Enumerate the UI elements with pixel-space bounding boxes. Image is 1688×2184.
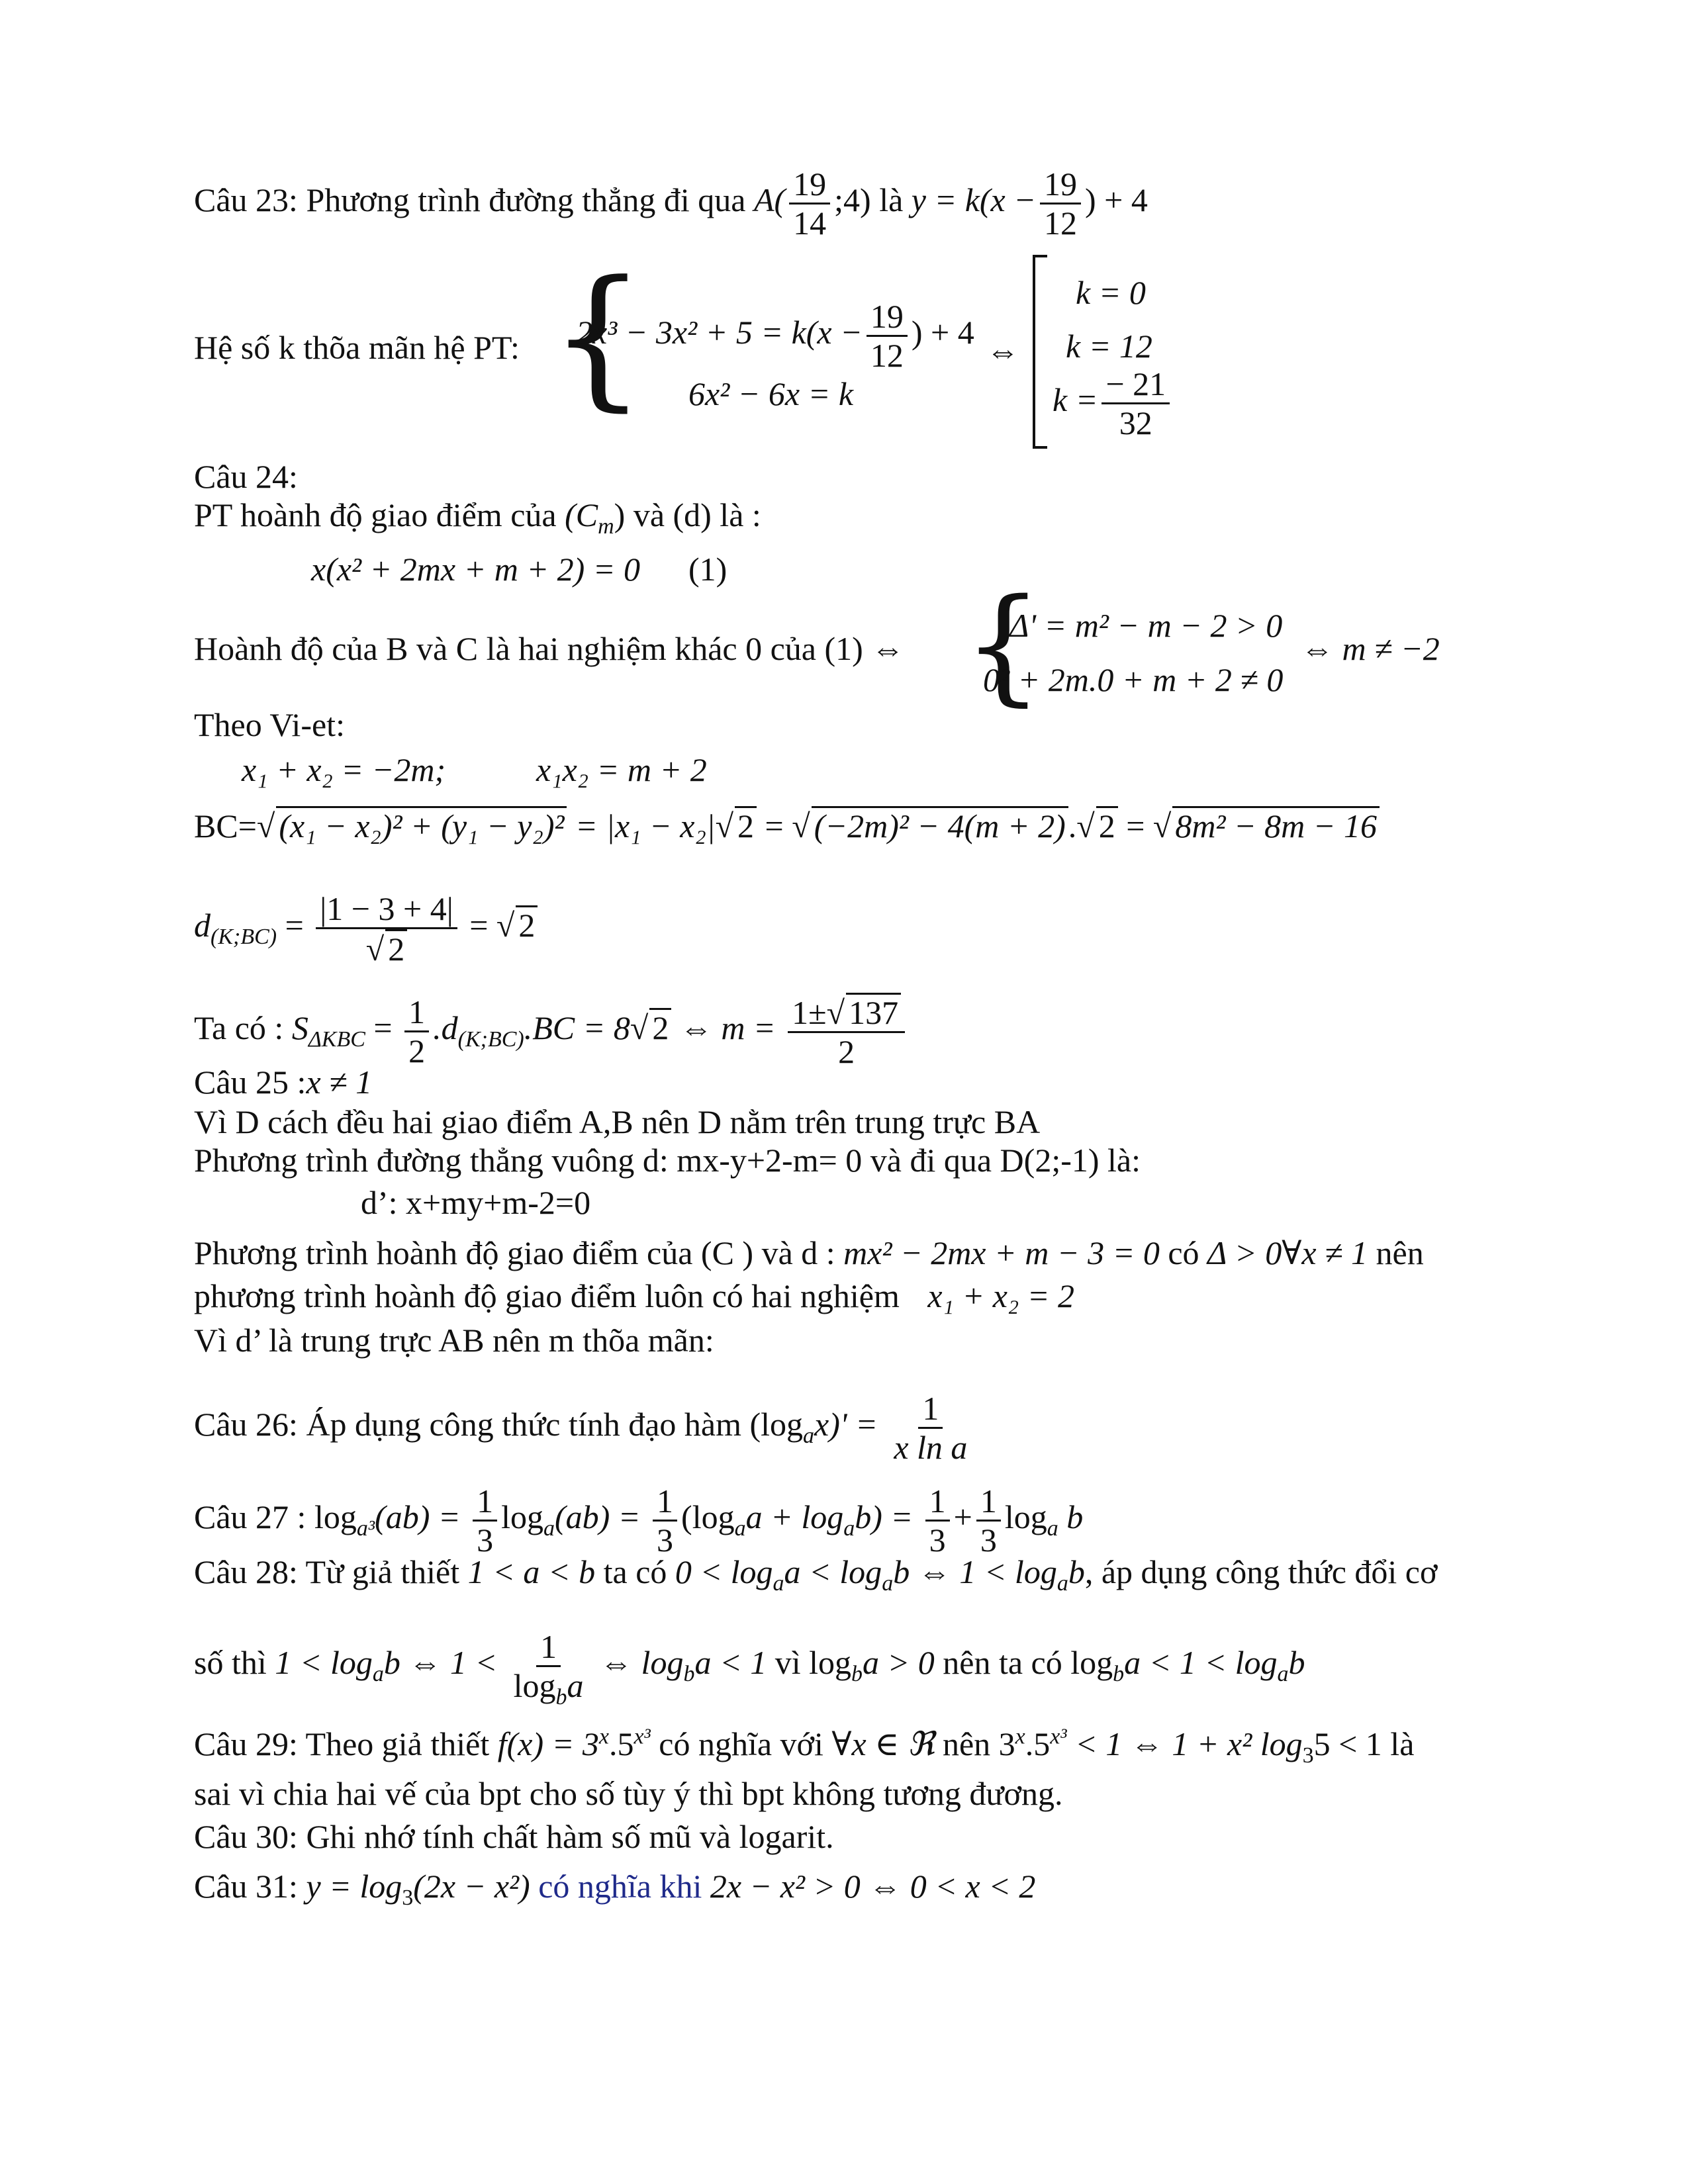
q23-sys-eq1 bbox=[576, 298, 974, 374]
q24-s-sub: ΔKBC bbox=[308, 1026, 365, 1052]
q29-f-exp1: x bbox=[598, 1724, 609, 1749]
q25-line4-c: Δ > 0∀x ≠ 1 bbox=[1207, 1234, 1368, 1271]
q31-t1: có nghĩa khi bbox=[538, 1868, 702, 1905]
q28-t5: vì bbox=[774, 1643, 801, 1681]
q29-t3: nên bbox=[942, 1725, 991, 1762]
q29-f-mid: .5 bbox=[608, 1725, 634, 1762]
q24-bc-sqrt5: √ 8m² − 8m − 16 bbox=[1153, 807, 1380, 844]
q27-arg: (ab) = bbox=[375, 1498, 461, 1535]
q23-frac-num: 19 bbox=[789, 165, 830, 205]
q27-end-arg: b bbox=[1066, 1498, 1084, 1535]
q28-e4: ⇔ log bbox=[600, 1643, 684, 1681]
q31-line bbox=[194, 1866, 1036, 1910]
q23-sol2: k = 12 bbox=[1066, 328, 1152, 365]
q25-line1: Vì D cách đều hai giao điểm A,B nên D nằm trên trung trực BA bbox=[194, 1103, 1041, 1140]
q29-line2: sai vì chia hai vế của bpt cho số tùy ý thì bpt không tương đương. bbox=[194, 1775, 1063, 1812]
q23-point-suffix: ;4) bbox=[834, 181, 871, 218]
q24-bc-dot: . bbox=[1068, 807, 1077, 844]
q23-sol3-fraction bbox=[1102, 365, 1170, 441]
q24-bc-sqrt4: √ 2 bbox=[1076, 807, 1117, 844]
q25-cond: x ≠ 1 bbox=[306, 1064, 373, 1101]
q28-f-den-log: log bbox=[513, 1667, 556, 1704]
q23-sys-den: 12 bbox=[870, 337, 904, 374]
q27-mid1-arg: (ab) = bbox=[555, 1498, 641, 1535]
q28-e2b: a < log bbox=[784, 1553, 882, 1590]
q29-e2-tail: 5 < 1 bbox=[1313, 1725, 1382, 1762]
q29-f-exp2: x³ bbox=[633, 1724, 651, 1749]
q28-e1: 1 < a < b bbox=[467, 1553, 596, 1590]
q24-s-label: S bbox=[291, 1009, 308, 1046]
q28-line2 bbox=[194, 1628, 1305, 1709]
q28-t4: số thì bbox=[194, 1643, 267, 1681]
q23-sol3 bbox=[1053, 365, 1174, 441]
q27-f2-num: 1 bbox=[653, 1482, 677, 1522]
q24-line1 bbox=[194, 495, 761, 539]
q29-label: Câu 29: bbox=[194, 1725, 298, 1762]
q23-bracket bbox=[1033, 255, 1047, 449]
q29-e2-sub: 3 bbox=[1302, 1743, 1314, 1768]
q25-line4-a: Phương trình hoành độ giao điểm của (C ) và d : bbox=[194, 1234, 835, 1271]
q23-text1: Phương trình đường thẳng đi qua bbox=[306, 181, 746, 218]
q24-d-fraction bbox=[316, 890, 457, 968]
q27-f4-num: 1 bbox=[976, 1482, 1001, 1522]
q24-brace: { bbox=[963, 572, 1043, 718]
q24-distance: $d_{(K;BC)}$ = $\frac{|1 - 3 + 4|}{√ 2}$ = √ 2 bbox=[194, 890, 538, 968]
q24-d-res: 2 bbox=[516, 905, 538, 943]
q28-e4-sub: b bbox=[683, 1661, 695, 1686]
q26-fraction bbox=[890, 1390, 971, 1466]
q29-e1: ∀x ∈ ℜ bbox=[831, 1725, 935, 1762]
q29-e2-mid: .5 bbox=[1025, 1725, 1051, 1762]
q27-mid2-sub: a bbox=[734, 1516, 746, 1541]
q28-t6: nên ta có bbox=[943, 1643, 1062, 1681]
q24-s-fraction bbox=[404, 993, 429, 1069]
q28-e2-sub: a bbox=[773, 1571, 784, 1596]
q23-text2: là bbox=[879, 181, 904, 218]
q27-f1 bbox=[473, 1482, 497, 1559]
q28-e5-sub: b bbox=[851, 1661, 863, 1686]
q24-s-eq: ⇔ m = bbox=[679, 1009, 776, 1046]
q31-label: Câu 31: bbox=[194, 1868, 298, 1905]
q28-f-num: 1 bbox=[536, 1628, 561, 1667]
q23-sol3-num: − 21 bbox=[1102, 365, 1170, 404]
q23-eq-num: 19 bbox=[1040, 165, 1081, 205]
q24-d-label: d bbox=[194, 906, 211, 944]
q29-t1: Theo giả thiết bbox=[305, 1725, 490, 1762]
q29-e2-exp1: x bbox=[1015, 1724, 1025, 1749]
q26-lhs-end: x)' = bbox=[814, 1405, 878, 1443]
q25-line5-a: phương trình hoành độ giao điểm luôn có hai nghiệm bbox=[194, 1277, 900, 1314]
q30-line bbox=[194, 1817, 834, 1856]
q26-num: 1 bbox=[918, 1390, 943, 1429]
q24-curve-sub: m bbox=[598, 514, 614, 539]
q27-label: Câu 27 : bbox=[194, 1498, 306, 1535]
q24-bc-eq: = bbox=[765, 807, 784, 844]
q25-line6: Vì d’ là trung trực AB nên m thõa mãn: bbox=[194, 1322, 714, 1359]
q24-m-num: 1±√ 137 bbox=[788, 993, 905, 1033]
q24-s-mid: .d bbox=[433, 1009, 458, 1046]
q24-bc-sqrt2: √ 2 bbox=[716, 807, 757, 844]
q25-line5-eq: x₁ + x₂ = 2 bbox=[927, 1277, 1075, 1314]
q27-mid1-sub: a bbox=[543, 1516, 555, 1541]
q23-label: Câu 23: bbox=[194, 181, 298, 218]
q26-den: x ln a bbox=[894, 1429, 968, 1466]
q27-f3-den: 3 bbox=[929, 1522, 946, 1559]
q29-e2-end: < 1 ⇔ 1 + x² log bbox=[1075, 1725, 1303, 1762]
q24-bc-r5: 8m² − 8m − 16 bbox=[1172, 806, 1380, 844]
q24-taco: Ta có : bbox=[194, 1009, 284, 1046]
q25-label: Câu 25 : bbox=[194, 1064, 306, 1101]
q24-label: Câu 24: bbox=[194, 458, 298, 495]
q27-mid2-sub2: a bbox=[843, 1516, 855, 1541]
q26-lhs: (log bbox=[749, 1405, 804, 1443]
q28-e2-sub2: a bbox=[882, 1571, 894, 1596]
q29-line1 bbox=[194, 1724, 1415, 1768]
q24-curve: (C bbox=[565, 496, 598, 533]
q27-mid2: (log bbox=[681, 1498, 735, 1535]
q27-sub: a³ bbox=[356, 1516, 375, 1541]
q26-label: Câu 26: bbox=[194, 1405, 298, 1443]
q31-e1: y = log bbox=[306, 1868, 402, 1905]
q24-s-bc: .BC = 8 bbox=[524, 1009, 630, 1046]
q24-d-den: √ 2 bbox=[362, 929, 411, 968]
q29-e2-exp2: x³ bbox=[1050, 1724, 1067, 1749]
q28-f-den bbox=[510, 1667, 588, 1709]
q28-e3b: b ⇔ 1 < bbox=[383, 1643, 498, 1681]
q28-e5b: a > 0 bbox=[863, 1643, 935, 1681]
q28-fraction bbox=[510, 1628, 588, 1709]
q28-e2-sub3: a bbox=[1056, 1571, 1068, 1596]
q28-f-den-end: a bbox=[567, 1667, 584, 1704]
q24-cond2: 0² + 2m.0 + m + 2 ≠ 0 bbox=[983, 661, 1284, 698]
q28-line1 bbox=[194, 1552, 1438, 1596]
q27-f1-den: 3 bbox=[477, 1522, 494, 1559]
q23-left-brace: { bbox=[549, 249, 647, 426]
q28-e3-sub: a bbox=[372, 1661, 384, 1686]
q24-curve-close: ) bbox=[614, 496, 626, 533]
q23-sys-num: 19 bbox=[867, 298, 908, 337]
q25-head bbox=[194, 1062, 372, 1102]
q24-cond-result: ⇔ m ≠ −2 bbox=[1301, 630, 1440, 667]
q24-vieta-prod: x₁x₂ = m + 2 bbox=[536, 751, 707, 788]
q31-e1-sub: 3 bbox=[402, 1886, 414, 1910]
q26-lhs-sub: a bbox=[803, 1423, 815, 1448]
q27-f2 bbox=[653, 1482, 677, 1559]
q24-line1-end: và (d) là : bbox=[633, 496, 761, 533]
q29-t4: là bbox=[1390, 1725, 1415, 1762]
q24-line2: Hoành độ của B và C là hai nghiệm khác 0 của (1) ⇔ bbox=[194, 630, 905, 667]
q28-t2: ta có bbox=[603, 1553, 667, 1590]
q24-bc-label: BC= bbox=[194, 807, 257, 844]
q28-e2: 0 < log bbox=[675, 1553, 773, 1590]
q23-sol3-left: k = bbox=[1053, 381, 1098, 418]
q28-f-den-sub: b bbox=[555, 1685, 567, 1709]
q23-sol1: k = 0 bbox=[1076, 274, 1146, 311]
q23-point-fraction bbox=[789, 165, 830, 242]
q28-t1: Từ giả thiết bbox=[305, 1553, 460, 1590]
q24-s-den: 2 bbox=[408, 1032, 426, 1069]
q25-line4-eq: mx² − 2mx + m − 3 = 0 bbox=[843, 1234, 1160, 1271]
q24-bc-sqrt3: √ (−2m)² − 4(m + 2) bbox=[792, 807, 1068, 844]
q23-eq-den: 12 bbox=[1044, 205, 1077, 242]
q24-s-num: 1 bbox=[404, 993, 429, 1032]
q24-vieta: Theo Vi-et: bbox=[194, 706, 345, 743]
q23-sys-label: Hệ số k thõa mãn hệ PT: bbox=[194, 329, 520, 366]
q27-mid2-end: b) = bbox=[855, 1498, 914, 1535]
q23-equiv: ⇔ bbox=[986, 332, 1019, 369]
q23-sys-eq2: 6x² − 6x = k bbox=[688, 375, 854, 412]
q23-eq-right: ) + 4 bbox=[1085, 181, 1148, 218]
q25-line4-d: nên bbox=[1376, 1234, 1424, 1271]
q30-label: Câu 30: bbox=[194, 1818, 298, 1855]
q28-e6b: a < 1 < log bbox=[1124, 1643, 1278, 1681]
q24-bc-mid: = |x₁ − x₂| bbox=[575, 807, 716, 844]
q28-t3: , áp dụng công thức đổi cơ bbox=[1084, 1553, 1438, 1590]
q27-end: log bbox=[1004, 1498, 1047, 1535]
q27-plus: + bbox=[953, 1498, 972, 1535]
q27-mid2-arg: a + log bbox=[745, 1498, 844, 1535]
q24-m-num-root: 137 bbox=[846, 993, 901, 1030]
q28-e6: log bbox=[1070, 1643, 1113, 1681]
q27-f1-num: 1 bbox=[473, 1482, 497, 1522]
q27-f4-den: 3 bbox=[980, 1522, 997, 1559]
q27-end-sub: a bbox=[1047, 1516, 1058, 1541]
q28-e2d: b bbox=[1068, 1553, 1085, 1590]
q29-e2: 3 bbox=[998, 1725, 1015, 1762]
q24-s-mid-sub: (K;BC) bbox=[457, 1026, 524, 1052]
q28-e5: log bbox=[809, 1643, 852, 1681]
q24-s-r: 2 bbox=[649, 1008, 671, 1046]
q28-label: Câu 28: bbox=[194, 1553, 298, 1590]
q24-line1-text: PT hoành độ giao điểm của bbox=[194, 496, 557, 533]
q24-m-num-left: 1± bbox=[792, 994, 827, 1031]
q23-eq-left: y = k(x − bbox=[911, 181, 1036, 218]
q28-e2c: b ⇔ 1 < log bbox=[893, 1553, 1057, 1590]
q25-line2: Phương trình đường thẳng vuông d: mx-y+2-m= 0 và đi qua D(2;-1) là: bbox=[194, 1142, 1141, 1179]
q24-bc-r4: 2 bbox=[1096, 806, 1118, 844]
q29-f: f(x) = 3 bbox=[497, 1725, 599, 1762]
q23-sys-eq1-left: 2x³ − 3x² + 5 = k(x − bbox=[576, 313, 863, 351]
q24-eq1-tag: (1) bbox=[688, 551, 727, 588]
q27-line bbox=[194, 1482, 1083, 1559]
q23-sol3-den: 32 bbox=[1119, 404, 1152, 441]
q31-e1-arg: (2x − x²) bbox=[413, 1868, 530, 1905]
q23-frac-den: 14 bbox=[793, 205, 827, 242]
q23-line bbox=[194, 165, 1148, 242]
q24-bc-r1: (x₁ − x₂)² + (y₁ − y₂)² bbox=[276, 806, 567, 844]
q23-point-prefix: A( bbox=[753, 181, 786, 218]
q24-bc-r2: 2 bbox=[735, 806, 757, 844]
q25-line4-b: có bbox=[1168, 1234, 1199, 1271]
q25-line4 bbox=[194, 1233, 1424, 1273]
q26-text: Áp dụng công thức tính đạo hàm bbox=[306, 1405, 741, 1443]
q28-e6-sub2: a bbox=[1277, 1661, 1289, 1686]
q24-d-den-root: 2 bbox=[385, 929, 407, 967]
q28-e6c: b bbox=[1288, 1643, 1305, 1681]
q24-bc-eq2: = bbox=[1126, 807, 1145, 844]
q23-sys-eq1-right: ) + 4 bbox=[911, 313, 974, 351]
q28-e6-sub: b bbox=[1113, 1661, 1125, 1686]
q23-eq-fraction bbox=[1040, 165, 1081, 242]
q24-vieta-sum: x₁ + x₂ = −2m; bbox=[242, 751, 446, 788]
q24-m-fraction bbox=[788, 993, 905, 1070]
q28-e4b: a < 1 bbox=[694, 1643, 767, 1681]
q28-e3: 1 < log bbox=[275, 1643, 373, 1681]
q31-e2: 2x − x² > 0 ⇔ 0 < x < 2 bbox=[710, 1868, 1036, 1905]
q27-log: log bbox=[314, 1498, 357, 1535]
q30-text: Ghi nhớ tính chất hàm số mũ và logarit. bbox=[306, 1818, 834, 1855]
q24-bc-sqrt1: √ (x₁ − x₂)² + (y₁ − y₂)² bbox=[257, 807, 567, 844]
q27-f2-den: 3 bbox=[657, 1522, 674, 1559]
q24-bc-line bbox=[194, 806, 1380, 846]
q27-f3-num: 1 bbox=[925, 1482, 950, 1522]
q25-line3: d’: x+my+m-2=0 bbox=[361, 1184, 591, 1221]
q29-t2: có nghĩa với bbox=[659, 1725, 823, 1762]
q27-f4 bbox=[976, 1482, 1001, 1559]
q26-line bbox=[194, 1390, 975, 1466]
q27-mid1: log bbox=[501, 1498, 543, 1535]
q24-m-den: 2 bbox=[838, 1033, 855, 1070]
q24-eq1: x(x² + 2mx + m + 2) = 0 bbox=[311, 551, 641, 588]
q25-line5 bbox=[194, 1276, 1074, 1316]
q24-d-sub: (K;BC) bbox=[211, 924, 277, 949]
q24-cond1: Δ' = m² − m − 2 > 0 bbox=[1009, 607, 1283, 644]
q24-d-num: |1 − 3 + 4| bbox=[316, 890, 457, 929]
q24-bc-r3: (−2m)² − 4(m + 2) bbox=[812, 806, 1068, 844]
q24-area: Ta có : $S_{\Delta KBC}$ = $\frac{1}{2}$ $.d_{(K;BC)}.BC = 8√$ 2 ⇔ m = $\frac{1\pm√ 137}{2}$ bbox=[194, 993, 909, 1070]
q23-sys-fraction bbox=[867, 298, 908, 374]
q27-f3 bbox=[925, 1482, 950, 1559]
